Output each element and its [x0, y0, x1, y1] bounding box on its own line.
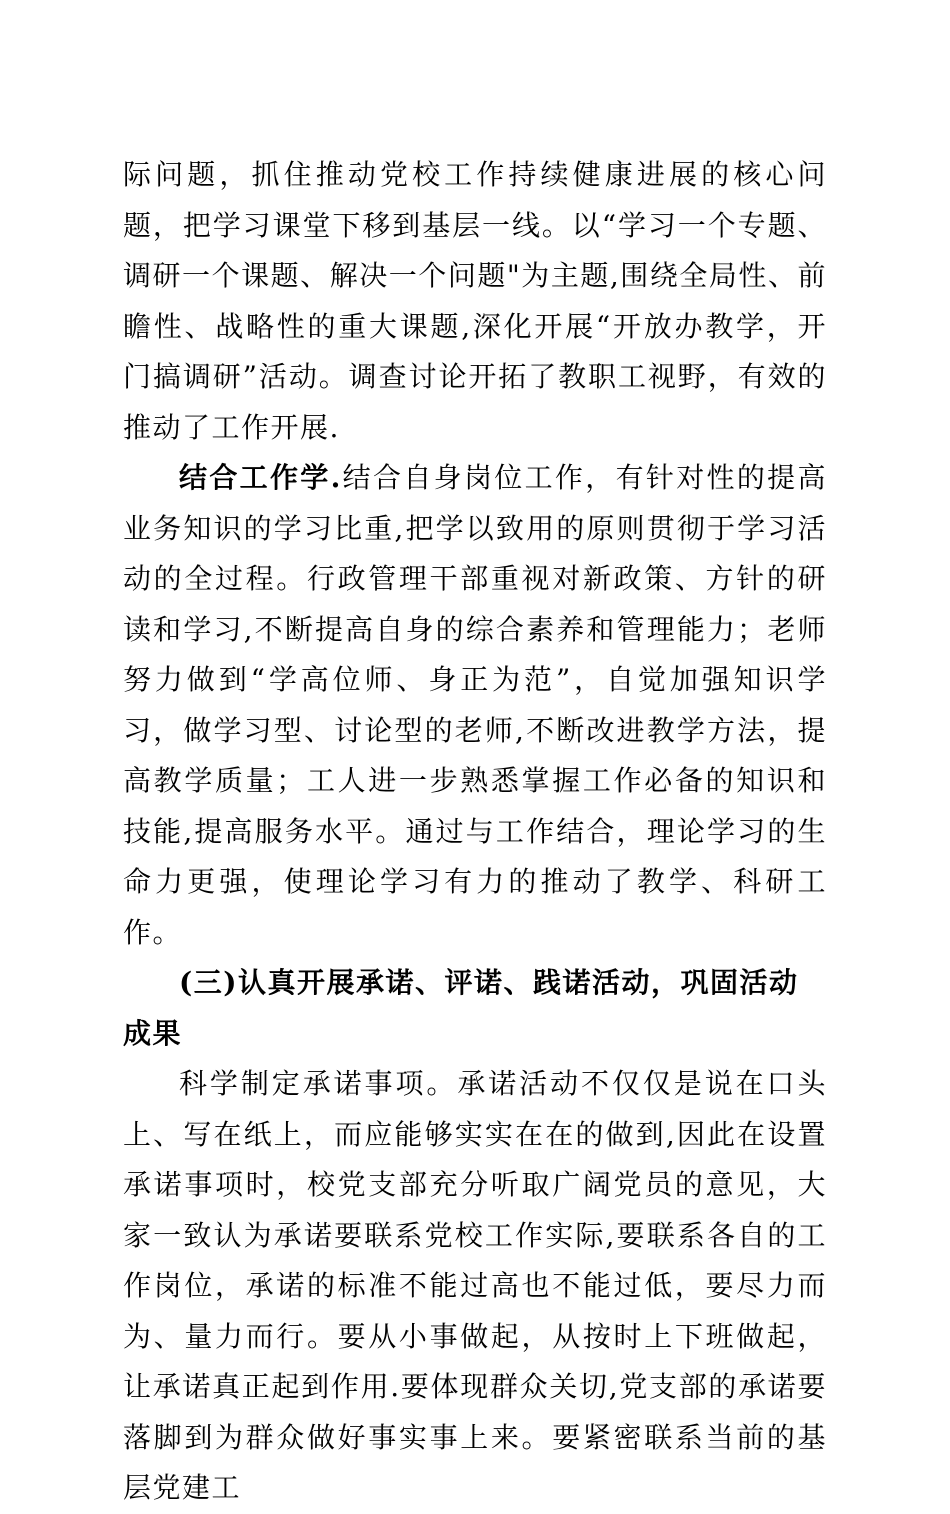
document-page: [123, 150, 827, 1514]
paragraph-body: 结合自身岗位工作，有针对性的提高业务知识的学习比重,把学以致用的原则贯彻于学习活动的全过程。行政管理干部重视对新政策、方针的研读和学习,不断提高自身的综合素养和管理能力；老师努力做到“学高位师、身正为范”，自觉加强知识学习，做学习型、讨论型的老师,不断改进教学方法，提高教学质量；工人进一步熟悉掌握工作必备的知识和技能,提高服务水平。通过与工作结合，理论学习的生命力更强，使理论学习有力的推动了教学、科研工作。: [123, 461, 827, 949]
section-heading-3: (三)认真开展承诺、评诺、践诺活动，巩固活动成果: [123, 966, 799, 1050]
paragraph-research: 际问题，抓住推动党校工作持续健康进展的核心问题，把学习课堂下移到基层一线。以“学习一个专题、调研一个课题、解决一个问题"为主题,围绕全局性、前瞻性、战略性的重大课题,深化开展“开放办教学，开门搞调研”活动。调查讨论开拓了教职工视野，有效的推动了工作开展.: [123, 158, 827, 444]
paragraph-work-study: [123, 453, 827, 958]
paragraph-commitment: 科学制定承诺事项。承诺活动不仅仅是说在口头上、写在纸上，而应能够实实在在的做到,因此在设置承诺事项时，校党支部充分听取广阔党员的意见，大家一致认为承诺要联系党校工作实际,要联系各自的工作岗位，承诺的标准不能过高也不能过低，要尽力而为、量力而行。要从小事做起，从按时上下班做起，让承诺真正起到作用.要体现群众关切,党支部的承诺要落脚到为群众做好事实事上来。要紧密联系当前的基层党建工: [123, 1067, 827, 1504]
paragraph-lead-bold: 结合工作学.: [179, 461, 342, 494]
